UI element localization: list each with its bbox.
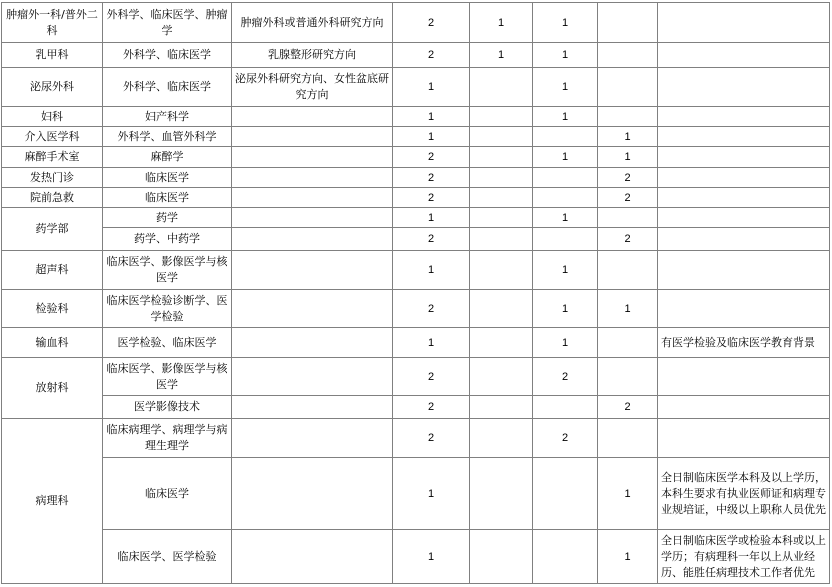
total-cell: 1	[393, 68, 470, 107]
count-cell-3	[598, 107, 658, 127]
count-cell-3	[598, 43, 658, 68]
count-cell-1	[470, 188, 533, 208]
note-cell	[658, 127, 830, 147]
direction-cell	[232, 458, 393, 530]
count-cell-2	[533, 188, 598, 208]
count-cell-3: 1	[598, 458, 658, 530]
table-row	[2, 43, 830, 68]
dept-cell: 病理科	[2, 419, 103, 584]
count-cell-3	[598, 3, 658, 43]
count-cell-1	[470, 107, 533, 127]
major-cell: 外科学、血管外科学	[103, 127, 232, 147]
table-row	[2, 107, 830, 127]
table-row	[2, 328, 830, 358]
note-cell	[658, 3, 830, 43]
total-cell: 2	[393, 168, 470, 188]
note-cell	[658, 251, 830, 290]
count-cell-3: 1	[598, 290, 658, 328]
count-cell-1	[470, 251, 533, 290]
direction-cell	[232, 251, 393, 290]
total-cell: 2	[393, 147, 470, 168]
direction-cell	[232, 188, 393, 208]
table-row	[2, 251, 830, 290]
count-cell-2: 1	[533, 43, 598, 68]
direction-cell	[232, 168, 393, 188]
note-cell	[658, 228, 830, 251]
major-cell: 临床病理学、病理学与病理生理学	[103, 419, 232, 458]
dept-cell: 麻醉手术室	[2, 147, 103, 168]
direction-cell	[232, 208, 393, 228]
table-row	[2, 458, 830, 530]
count-cell-2: 2	[533, 358, 598, 396]
note-cell	[658, 358, 830, 396]
table-row	[2, 68, 830, 107]
count-cell-2: 1	[533, 328, 598, 358]
direction-cell	[232, 419, 393, 458]
count-cell-1	[470, 328, 533, 358]
table-row	[2, 127, 830, 147]
total-cell: 2	[393, 290, 470, 328]
note-cell: 全日制临床医学或检验本科或以上学历；有病理科一年以上从业经历、能胜任病理技术工作者优先	[658, 530, 830, 584]
note-cell	[658, 290, 830, 328]
count-cell-3: 1	[598, 530, 658, 584]
major-cell: 药学、中药学	[103, 228, 232, 251]
count-cell-2: 1	[533, 251, 598, 290]
direction-cell	[232, 228, 393, 251]
table-row	[2, 168, 830, 188]
count-cell-3	[598, 251, 658, 290]
dept-cell: 介入医学科	[2, 127, 103, 147]
dept-cell: 超声科	[2, 251, 103, 290]
note-cell	[658, 68, 830, 107]
total-cell: 2	[393, 43, 470, 68]
count-cell-1	[470, 458, 533, 530]
major-cell: 临床医学检验诊断学、医学检验	[103, 290, 232, 328]
total-cell: 2	[393, 419, 470, 458]
major-cell: 妇产科学	[103, 107, 232, 127]
table-row	[2, 3, 830, 43]
total-cell: 1	[393, 107, 470, 127]
major-cell: 临床医学、影像医学与核医学	[103, 358, 232, 396]
count-cell-2: 1	[533, 147, 598, 168]
major-cell: 临床医学	[103, 168, 232, 188]
dept-cell: 妇科	[2, 107, 103, 127]
count-cell-1	[470, 396, 533, 419]
dept-cell: 输血科	[2, 328, 103, 358]
recruitment-table	[1, 2, 830, 584]
major-cell: 医学检验、临床医学	[103, 328, 232, 358]
count-cell-3	[598, 419, 658, 458]
table-row	[2, 358, 830, 396]
count-cell-2: 1	[533, 208, 598, 228]
major-cell: 外科学、临床医学、肿瘤学	[103, 3, 232, 43]
count-cell-3	[598, 68, 658, 107]
table-row	[2, 419, 830, 458]
dept-cell: 药学部	[2, 208, 103, 251]
count-cell-2	[533, 127, 598, 147]
major-cell: 临床医学、医学检验	[103, 530, 232, 584]
table-row	[2, 228, 830, 251]
total-cell: 2	[393, 188, 470, 208]
count-cell-1: 1	[470, 3, 533, 43]
direction-cell	[232, 358, 393, 396]
count-cell-2: 1	[533, 290, 598, 328]
count-cell-3: 2	[598, 396, 658, 419]
count-cell-1	[470, 419, 533, 458]
total-cell: 1	[393, 458, 470, 530]
major-cell: 外科学、临床医学	[103, 43, 232, 68]
table-row	[2, 147, 830, 168]
dept-cell: 肿瘤外一科/普外二科	[2, 3, 103, 43]
count-cell-1	[470, 358, 533, 396]
count-cell-3	[598, 358, 658, 396]
note-cell	[658, 208, 830, 228]
count-cell-3	[598, 208, 658, 228]
count-cell-3: 1	[598, 127, 658, 147]
direction-cell	[232, 290, 393, 328]
direction-cell: 乳腺整形研究方向	[232, 43, 393, 68]
count-cell-3: 2	[598, 168, 658, 188]
major-cell: 医学影像技术	[103, 396, 232, 419]
note-cell	[658, 107, 830, 127]
total-cell: 1	[393, 530, 470, 584]
table-row	[2, 188, 830, 208]
total-cell: 2	[393, 396, 470, 419]
direction-cell	[232, 530, 393, 584]
count-cell-1	[470, 208, 533, 228]
count-cell-1	[470, 68, 533, 107]
count-cell-1	[470, 168, 533, 188]
total-cell: 1	[393, 208, 470, 228]
count-cell-1: 1	[470, 43, 533, 68]
count-cell-1	[470, 530, 533, 584]
major-cell: 外科学、临床医学	[103, 68, 232, 107]
dept-cell: 发热门诊	[2, 168, 103, 188]
note-cell	[658, 188, 830, 208]
count-cell-2: 1	[533, 68, 598, 107]
total-cell: 1	[393, 328, 470, 358]
count-cell-1	[470, 290, 533, 328]
major-cell: 药学	[103, 208, 232, 228]
count-cell-3: 2	[598, 228, 658, 251]
dept-cell: 泌尿外科	[2, 68, 103, 107]
count-cell-1	[470, 147, 533, 168]
note-cell	[658, 147, 830, 168]
dept-cell: 乳甲科	[2, 43, 103, 68]
direction-cell	[232, 147, 393, 168]
dept-cell: 院前急救	[2, 188, 103, 208]
count-cell-2: 1	[533, 3, 598, 43]
count-cell-1	[470, 228, 533, 251]
dept-cell: 检验科	[2, 290, 103, 328]
count-cell-2: 1	[533, 107, 598, 127]
note-cell	[658, 43, 830, 68]
table-row	[2, 208, 830, 228]
direction-cell	[232, 328, 393, 358]
note-cell	[658, 419, 830, 458]
major-cell: 临床医学、影像医学与核医学	[103, 251, 232, 290]
direction-cell: 肿瘤外科或普通外科研究方向	[232, 3, 393, 43]
note-cell: 有医学检验及临床医学教育背景	[658, 328, 830, 358]
count-cell-2	[533, 168, 598, 188]
note-cell: 全日制临床医学本科及以上学历，本科生要求有执业医师证和病理专业规培证，中级以上职称人员优先	[658, 458, 830, 530]
dept-cell: 放射科	[2, 358, 103, 419]
major-cell: 临床医学	[103, 458, 232, 530]
count-cell-1	[470, 127, 533, 147]
table-row	[2, 396, 830, 419]
count-cell-2	[533, 396, 598, 419]
major-cell: 麻醉学	[103, 147, 232, 168]
total-cell: 2	[393, 358, 470, 396]
total-cell: 2	[393, 228, 470, 251]
count-cell-2	[533, 530, 598, 584]
count-cell-3: 1	[598, 147, 658, 168]
count-cell-3	[598, 328, 658, 358]
note-cell	[658, 168, 830, 188]
table-row	[2, 530, 830, 584]
table-row	[2, 290, 830, 328]
count-cell-2	[533, 458, 598, 530]
total-cell: 2	[393, 3, 470, 43]
direction-cell: 泌尿外科研究方向、女性盆底研究方向	[232, 68, 393, 107]
note-cell	[658, 396, 830, 419]
major-cell: 临床医学	[103, 188, 232, 208]
total-cell: 1	[393, 127, 470, 147]
direction-cell	[232, 396, 393, 419]
direction-cell	[232, 127, 393, 147]
count-cell-2: 2	[533, 419, 598, 458]
direction-cell	[232, 107, 393, 127]
count-cell-3: 2	[598, 188, 658, 208]
count-cell-2	[533, 228, 598, 251]
total-cell: 1	[393, 251, 470, 290]
